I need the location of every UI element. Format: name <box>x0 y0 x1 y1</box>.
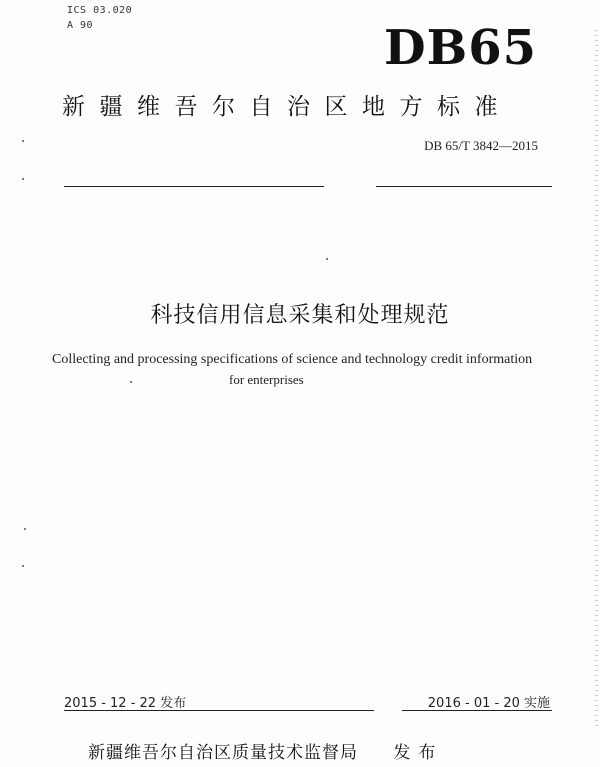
scan-speck <box>24 528 26 530</box>
scan-speck <box>22 565 24 567</box>
scan-speck <box>326 258 328 260</box>
ccs-code: A 90 <box>67 20 94 31</box>
standard-number: DB 65/T 3842—2015 <box>424 138 538 153</box>
publisher-verb: 发布 <box>393 743 444 763</box>
document-title-english-line1: Collecting and processing specifications of science and technology credit information <box>52 352 533 367</box>
scan-speck <box>130 381 132 383</box>
publisher-line <box>88 738 443 763</box>
document-title-english-line2: for enterprises <box>229 372 304 387</box>
footer-divider-left <box>64 710 374 711</box>
header-divider-right <box>376 186 552 187</box>
scan-speck <box>22 140 24 142</box>
header-divider-left <box>64 186 324 187</box>
scan-edge-artifact <box>595 30 598 730</box>
standard-type-heading: 新疆维吾尔自治区地方标准 <box>62 94 512 120</box>
publisher-name: 新疆维吾尔自治区质量技术监督局 <box>88 743 358 763</box>
document-title-chinese: 科技信用信息采集和处理规范 <box>150 303 450 328</box>
footer-divider-right <box>402 710 552 711</box>
standard-code-logo: DB65 <box>384 20 537 76</box>
implementation-date: 2016 - 01 - 20 实施 <box>427 696 550 711</box>
issue-date: 2015 - 12 - 22 发布 <box>64 696 187 711</box>
scan-speck <box>22 178 24 180</box>
ics-code: ICS 03.020 <box>67 5 133 16</box>
